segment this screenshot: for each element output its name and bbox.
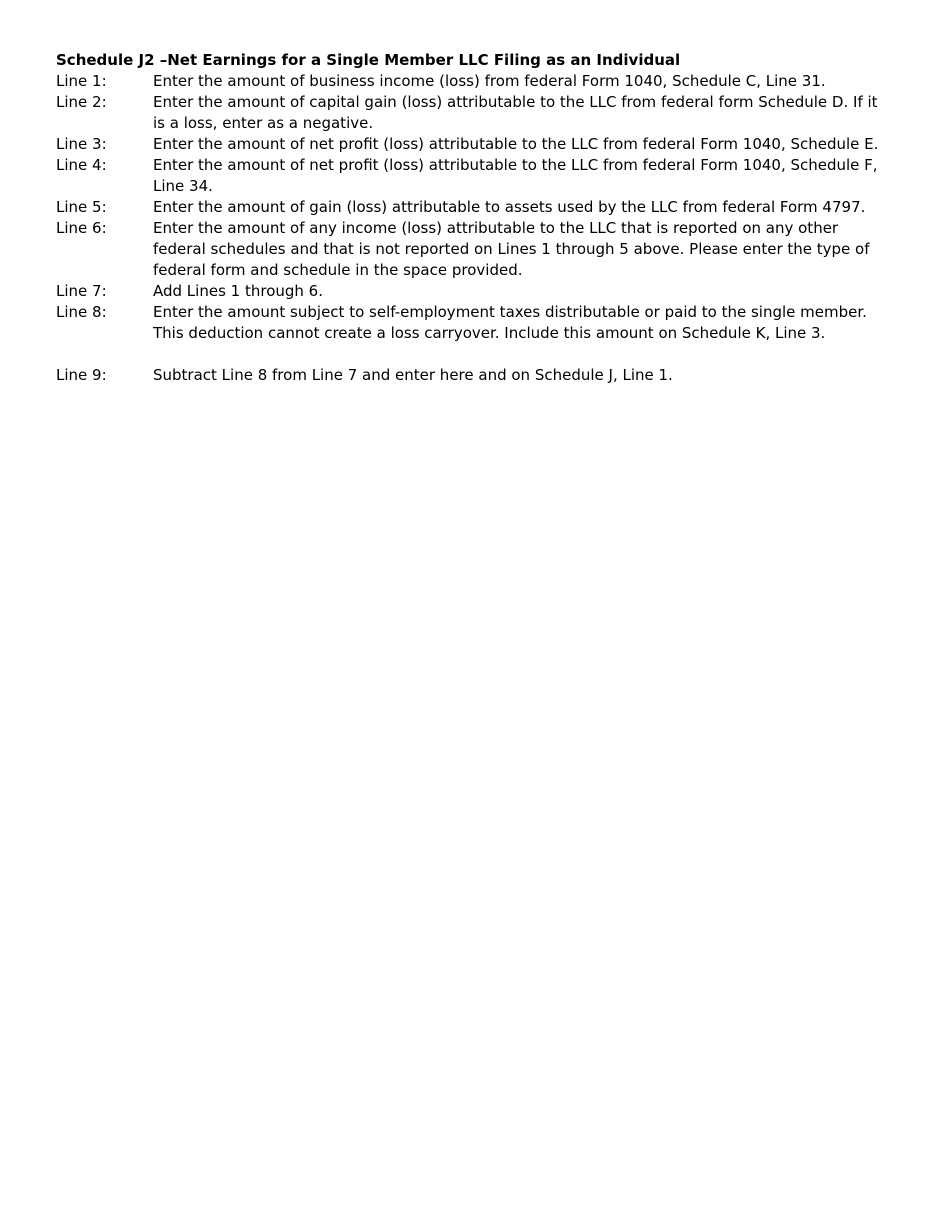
instruction-line-4 — [56, 155, 886, 197]
instruction-line-6 — [56, 218, 886, 281]
line-label: Line 4: — [56, 156, 107, 174]
line-text: Enter the amount subject to self-employment taxes distributable or paid to the single member. This deduction cannot create a loss carryover. Include this amount on Schedule K, Line 3. — [153, 303, 867, 342]
line-label: Line 9: — [56, 366, 107, 384]
line-label: Line 6: — [56, 219, 107, 237]
line-label: Line 8: — [56, 303, 107, 321]
line-text: Enter the amount of net profit (loss) attributable to the LLC from federal Form 1040, Schedule E. — [153, 135, 879, 153]
line-label: Line 5: — [56, 198, 107, 216]
line-text: Enter the amount of gain (loss) attributable to assets used by the LLC from federal Form 4797. — [153, 198, 866, 216]
line-text: Add Lines 1 through 6. — [153, 282, 323, 300]
instruction-line-8 — [56, 302, 886, 344]
instruction-line-2 — [56, 92, 886, 134]
line-text: Enter the amount of any income (loss) attributable to the LLC that is reported on any other federal schedules and that is not reported on Lines 1 through 5 above. Please enter the type of federal form and schedule in the space provided. — [153, 219, 870, 279]
instruction-line-5 — [56, 197, 886, 218]
line-text: Subtract Line 8 from Line 7 and enter here and on Schedule J, Line 1. — [153, 366, 673, 384]
line-label: Line 7: — [56, 282, 107, 300]
instruction-line-9 — [56, 365, 886, 386]
document-page — [56, 50, 886, 386]
instruction-line-3 — [56, 134, 886, 155]
line-label: Line 1: — [56, 72, 107, 90]
line-text: Enter the amount of capital gain (loss) attributable to the LLC from federal form Schedule D. If it is a loss, enter as a negative. — [153, 93, 878, 132]
instruction-line-7 — [56, 281, 886, 302]
line-text: Enter the amount of net profit (loss) attributable to the LLC from federal Form 1040, Schedule F, Line 34. — [153, 156, 878, 195]
line-text: Enter the amount of business income (loss) from federal Form 1040, Schedule C, Line 31. — [153, 72, 826, 90]
instruction-line-1 — [56, 71, 886, 92]
line-label: Line 2: — [56, 93, 107, 111]
line-label: Line 3: — [56, 135, 107, 153]
document-title: Schedule J2 –Net Earnings for a Single Member LLC Filing as an Individual — [56, 51, 681, 69]
